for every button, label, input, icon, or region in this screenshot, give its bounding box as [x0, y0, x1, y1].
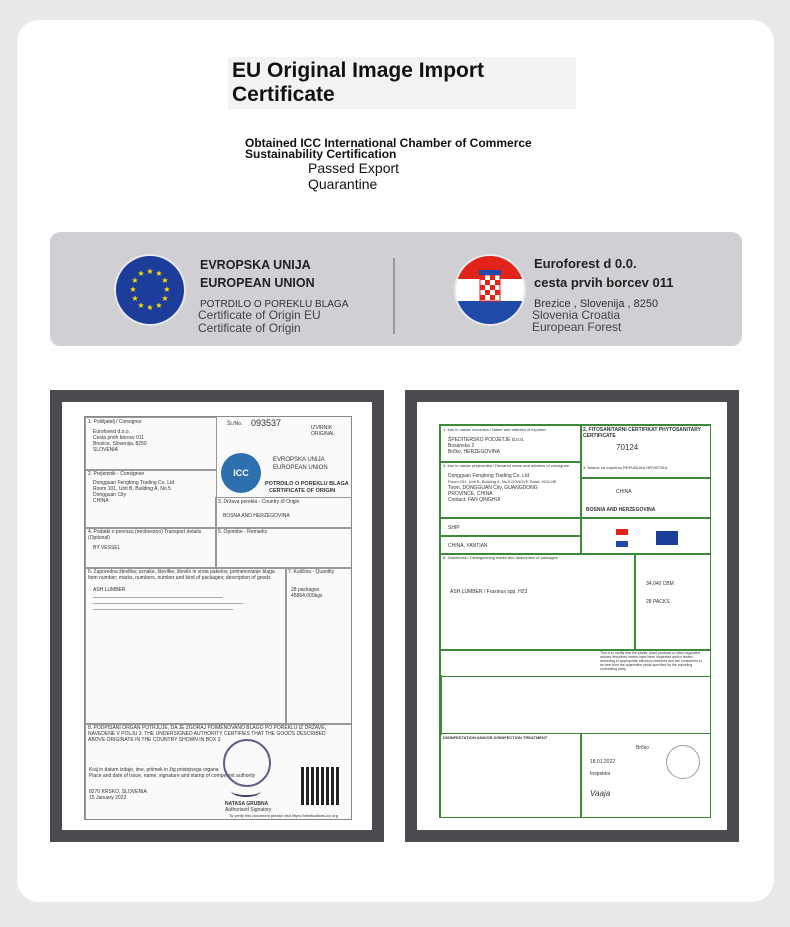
- phyto-quantity-line: 34,040 CBM: [646, 581, 674, 587]
- coo-consignee-line: Room 101, Unit B, Building A, No.5: [93, 486, 171, 492]
- phyto-goods-value: ASH LUMBER / Fraxinus spp. H23: [450, 589, 528, 595]
- phyto-origin-country: BOSNIA AND HERZEGOVINA: [586, 507, 656, 513]
- svg-text:★: ★: [146, 303, 154, 312]
- coo-transport-value: BY VESSEL: [93, 545, 121, 551]
- phyto-transport: SHIP: [448, 525, 460, 531]
- svg-text:★: ★: [131, 294, 139, 303]
- eu-small-flag-icon: [656, 531, 678, 545]
- phyto-cert-number: 70124: [616, 443, 639, 452]
- phyto-consignee-line: Dongguan Fengtong Trading Co. Ltd: [448, 473, 530, 479]
- coo-place-line: Place and date of issue, name, signature and stamp of competent authority: [89, 773, 256, 779]
- phytosanitary-frame: [405, 390, 739, 842]
- origin-band: [50, 232, 742, 346]
- phyto-consignee-label: 3. Ime in naslov prejemnika / Declared name and address of consignee: [443, 463, 570, 468]
- coo-consignee-line: Dongguan Fengtong Trading Co. Ltd: [93, 480, 175, 486]
- phyto-declaration: This is to certify that the plants, plant products or other regulated articles described herein have been inspected and/or tested according to appropriate official procedures and are considered to be free from the quarantine pests specified by the importing contracting party.: [600, 651, 702, 671]
- coo-eu-line2: EUROPEAN UNION: [273, 465, 328, 471]
- chamber-stamp-icon: [223, 739, 271, 787]
- coo-consignee-label: 2. Prejemnik - Consignee: [88, 471, 145, 477]
- coo-remarks-label: 5. Opombe - Remarks: [218, 529, 268, 535]
- company-city: Brezice , Slovenija , 8250: [534, 298, 659, 310]
- company-overlay1: Slovenia Croatia: [532, 308, 621, 322]
- icc-badge-text: ICC: [233, 468, 249, 478]
- passed-export-text: Passed Export Quarantine: [308, 160, 400, 192]
- phytosanitary-certificate: [417, 402, 727, 830]
- coo-place-line: 8270 KRSKO, SLOVENIA: [89, 789, 147, 795]
- qr-code-icon: [301, 767, 339, 805]
- coo-quantity-line: 28 packages: [291, 587, 320, 593]
- eu-line2: EUROPEAN UNION: [200, 276, 315, 290]
- coo-sheet: [84, 416, 352, 820]
- company-street: cesta prvih borcev 011: [534, 275, 674, 290]
- phyto-exporter-line: Brčko, HERZEGOVINA: [448, 449, 500, 455]
- phyto-treatment-label: DISINFESTATION AND/OR DISINFECTION TREATMENT: [443, 735, 548, 740]
- phyto-exporter-line: Bosanska 2: [448, 443, 475, 449]
- coo-doc-title2: CERTIFICATE OF ORIGIN: [269, 488, 336, 494]
- phyto-destination: CHINA: [616, 489, 632, 495]
- croatia-flag-icon: [456, 256, 524, 324]
- phyto-consignee-line: Town, DONGGUAN City, GUANGDONG: [448, 485, 538, 491]
- eu-line3: POTRDILO O POREKLU BLAGA: [200, 299, 349, 310]
- phyto-goods-label: 8. Značilnosti / Distinguishing marks and description of packages: [443, 555, 558, 560]
- phyto-country-label: 3. Naslov za odpremo REPUBLIKA HRVATSKA: [583, 465, 668, 470]
- coo-serial-prefix: Št./No.: [227, 421, 243, 427]
- coo-country-value: BOSNA AND HERZEGOVINA: [223, 513, 290, 519]
- coo-serial: 093537: [251, 418, 282, 428]
- page-title: EU Original Image Import Certificate: [228, 57, 576, 109]
- phyto-consignee-line: Contact: FAN QINGHUI: [448, 497, 501, 503]
- company-overlay2: European Forest: [532, 320, 622, 334]
- phyto-quantity-line: 28 PACKS: [646, 599, 670, 605]
- eu-overlay1: Certificate of Origin EU: [198, 308, 321, 322]
- svg-text:★: ★: [161, 294, 169, 303]
- icc-logo-icon: [221, 453, 261, 493]
- phyto-exporter-line: ŠPEDITERSKO PODJETJE d.o.o.: [448, 437, 525, 443]
- svg-text:★: ★: [161, 276, 169, 285]
- coo-quantity-label: 7. Količina - Quantity: [288, 569, 335, 575]
- coo-exporter-line: Euroforest d.o.o.: [93, 429, 130, 435]
- coo-goods-label: 6. Zaporedna številka; oznake, številke, število in vrsta paketov, poimenovanje blaga Item number; marks, numbers, number and kind of packages; description of goods: [88, 569, 275, 581]
- phyto-consignee-line: Room 101, Unit B, Building A, No.5 DONGYE Road, HOUJIE: [448, 479, 557, 484]
- phyto-date-issue: 18.01.2022: [590, 759, 616, 765]
- coo-goods-line: [93, 597, 223, 598]
- coo-consignee-line: CHINA: [93, 498, 109, 504]
- eu-overlay2: Certificate of Origin: [198, 321, 301, 335]
- coo-quantity-line: 45864,000kgs: [291, 593, 323, 599]
- coo-eu-line1: EVROPSKA UNIJA: [273, 457, 325, 463]
- phyto-signer-line: Inspektor: [590, 771, 611, 777]
- svg-text:★: ★: [129, 285, 137, 294]
- svg-text:★: ★: [155, 269, 163, 278]
- certificate-of-origin: [62, 402, 372, 830]
- phyto-stamp-icon: [666, 745, 700, 779]
- coo-authority-text: 8. PODPISANI ORGAN POTRJUJE, DA JE ZGORAJ POIMENOVANO BLAGO PO POREKLU IZ DRŽAVE, NAVEDENE V POLJU 3. THE UNDERSIGNED AUTHORITY CERTIFIES THAT THE GOODS DESCRIBED ABOVE ORIGINATE IN THE COUNTRY SHOWN IN BOX 3: [88, 725, 326, 743]
- eu-line1: EVROPSKA UNIJA: [200, 258, 311, 272]
- phyto-place-of-issue: Brčko: [636, 745, 649, 751]
- coo-place-line: Kraj in datum izdaje, ime, priimek in žig pristojnega organa: [89, 767, 219, 773]
- phyto-cert-title: 2. FITOSANITARNI CERTIFIKAT PHYTOSANITARY CERTIFICATE: [583, 427, 701, 439]
- svg-text:★: ★: [137, 269, 145, 278]
- certificate-of-origin-frame: [50, 390, 384, 842]
- page-subtitle: Obtained ICC International Chamber of Commerce Sustainability Certification: [245, 136, 532, 161]
- coo-exporter-line: Cesta prvih borcev 011: [93, 435, 145, 441]
- svg-text:★: ★: [155, 301, 163, 310]
- coo-goods-value: ASH LUMBER: [93, 587, 126, 593]
- coo-doc-title1: POTRDILO O POREKLU BLAGA: [265, 481, 349, 487]
- coo-place-line: 15 January 2022: [89, 795, 127, 801]
- coo-exporter-line: Brezice, Slovenija, 8250: [93, 441, 147, 447]
- coo-signer-line: NATASA GRUBNA: [225, 801, 269, 807]
- coo-exporter-label: 1. Pošiljatelj / Consignor: [88, 419, 142, 425]
- phyto-consignee-line: PROVINCE, CHINA: [448, 491, 493, 497]
- company-name: Euroforest d 0.0.: [534, 256, 637, 271]
- coo-verify-text: To verify this document please visit https://verifications.icc.org: [229, 813, 338, 818]
- phyto-sheet: [439, 424, 711, 818]
- svg-text:★: ★: [163, 285, 171, 294]
- phyto-entry-point: CHINA, YANTIAN: [448, 543, 488, 549]
- coo-signer-line: Authorised Signatory: [225, 807, 272, 813]
- coo-consignee-line: Dongguan City: [93, 492, 127, 498]
- svg-text:★: ★: [131, 276, 139, 285]
- eu-flag-icon: [116, 256, 184, 324]
- coo-goods-line: [93, 609, 233, 610]
- phyto-exporter-label: 1. Ime in naslov izvoznika / Name and address of exporter: [443, 427, 546, 432]
- croatia-small-flag-icon: [616, 529, 628, 547]
- coo-exporter-line: SLOVENIA: [93, 447, 119, 453]
- signature-icon: [231, 785, 261, 797]
- coo-original-label: IZVIRNIK ORIGINAL: [311, 425, 335, 437]
- coo-goods-line: [93, 603, 243, 604]
- svg-text:★: ★: [137, 301, 145, 310]
- phyto-signer-line: Vaaja: [590, 789, 611, 798]
- coo-transport-label: 4. Podatki o prevozu (neobvezno) Transport details (Optional): [88, 529, 202, 541]
- svg-text:★: ★: [146, 267, 154, 276]
- band-divider: [393, 258, 395, 334]
- coo-country-label: 3. Država porekla - Country of Origin: [218, 499, 300, 505]
